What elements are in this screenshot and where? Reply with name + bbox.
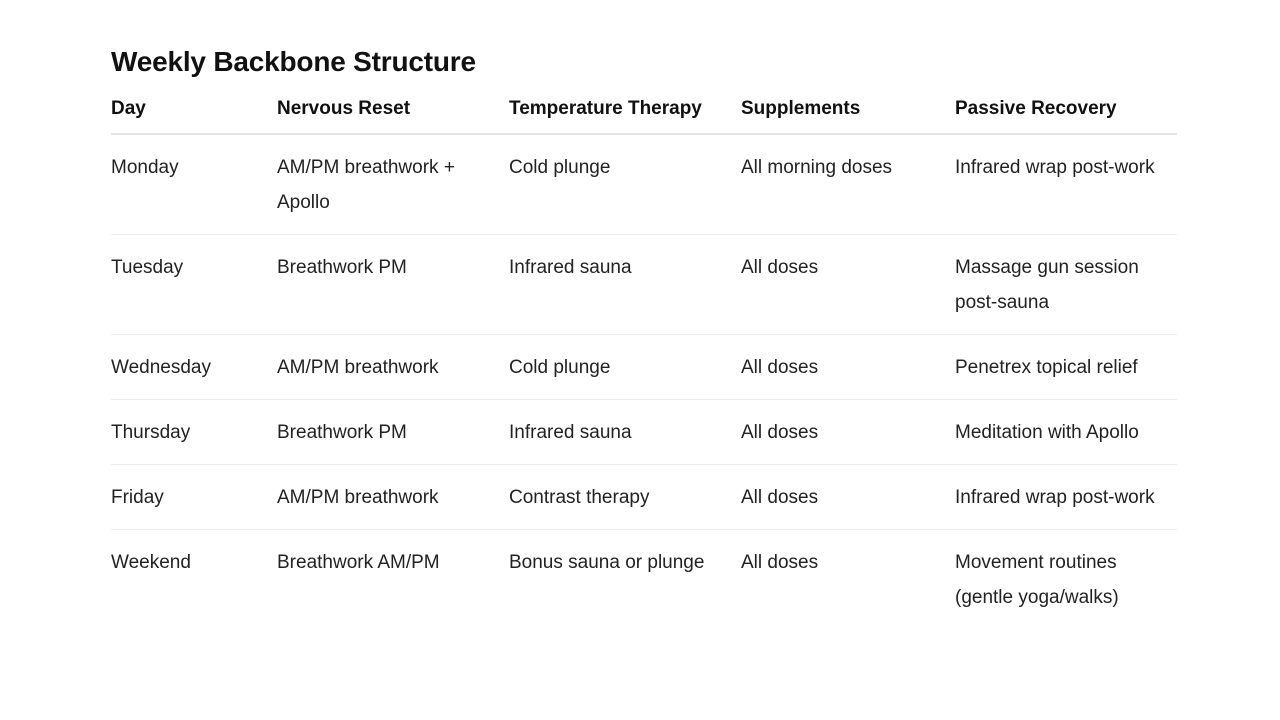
table-row: [111, 530, 1177, 630]
table-row: [111, 235, 1177, 335]
cell-temperature-therapy: Cold plunge: [509, 134, 741, 235]
document: [111, 40, 1177, 629]
cell-day: Tuesday: [111, 235, 277, 335]
cell-passive-recovery: Massage gun session post-sauna: [955, 235, 1177, 335]
table-body: [111, 134, 1177, 629]
weekly-schedule-table: [111, 97, 1177, 629]
cell-day: Monday: [111, 134, 277, 235]
cell-supplements: All morning doses: [741, 134, 955, 235]
header-row: [111, 97, 1177, 134]
cell-temperature-therapy: Infrared sauna: [509, 235, 741, 335]
cell-passive-recovery: Penetrex topical relief: [955, 335, 1177, 400]
cell-passive-recovery: Infrared wrap post-work: [955, 465, 1177, 530]
cell-nervous-reset: Breathwork PM: [277, 235, 509, 335]
cell-passive-recovery: Movement routines (gentle yoga/walks): [955, 552, 1119, 608]
column-header-passive-recovery: Passive Recovery: [955, 97, 1177, 134]
cell-day: Friday: [111, 465, 277, 530]
column-header-temperature-therapy: Temperature Therapy: [509, 97, 741, 134]
cell-day: Thursday: [111, 400, 277, 465]
cell-nervous-reset: Breathwork PM: [277, 400, 509, 465]
cell-nervous-reset: AM/PM breathwork: [277, 465, 509, 530]
cell-nervous-reset: Breathwork AM/PM: [277, 552, 440, 573]
cell-supplements: All doses: [741, 465, 955, 530]
cell-nervous-reset: AM/PM breathwork: [277, 335, 509, 400]
cell-supplements: All doses: [741, 335, 955, 400]
cell-day: Weekend: [111, 552, 191, 573]
cell-nervous-reset: AM/PM breathwork + Apollo: [277, 134, 509, 235]
table-row: [111, 400, 1177, 465]
table-row: [111, 134, 1177, 235]
cell-temperature-therapy: Contrast therapy: [509, 465, 741, 530]
cell-passive-recovery: Infrared wrap post-work: [955, 134, 1177, 235]
cell-passive-recovery: Meditation with Apollo: [955, 400, 1177, 465]
table-row: [111, 335, 1177, 400]
column-header-supplements: Supplements: [741, 97, 955, 134]
column-header-nervous-reset: Nervous Reset: [277, 97, 509, 134]
cell-supplements: All doses: [741, 400, 955, 465]
table-row: [111, 465, 1177, 530]
page-title: Weekly Backbone Structure: [111, 46, 476, 77]
cell-temperature-therapy: Cold plunge: [509, 335, 741, 400]
column-header-day: Day: [111, 97, 277, 134]
cell-temperature-therapy: Infrared sauna: [509, 400, 741, 465]
cell-supplements: All doses: [741, 552, 819, 573]
cell-supplements: All doses: [741, 235, 955, 335]
cell-day: Wednesday: [111, 335, 277, 400]
cell-temperature-therapy: Bonus sauna or plunge: [509, 552, 705, 573]
table-header: [111, 97, 1177, 134]
